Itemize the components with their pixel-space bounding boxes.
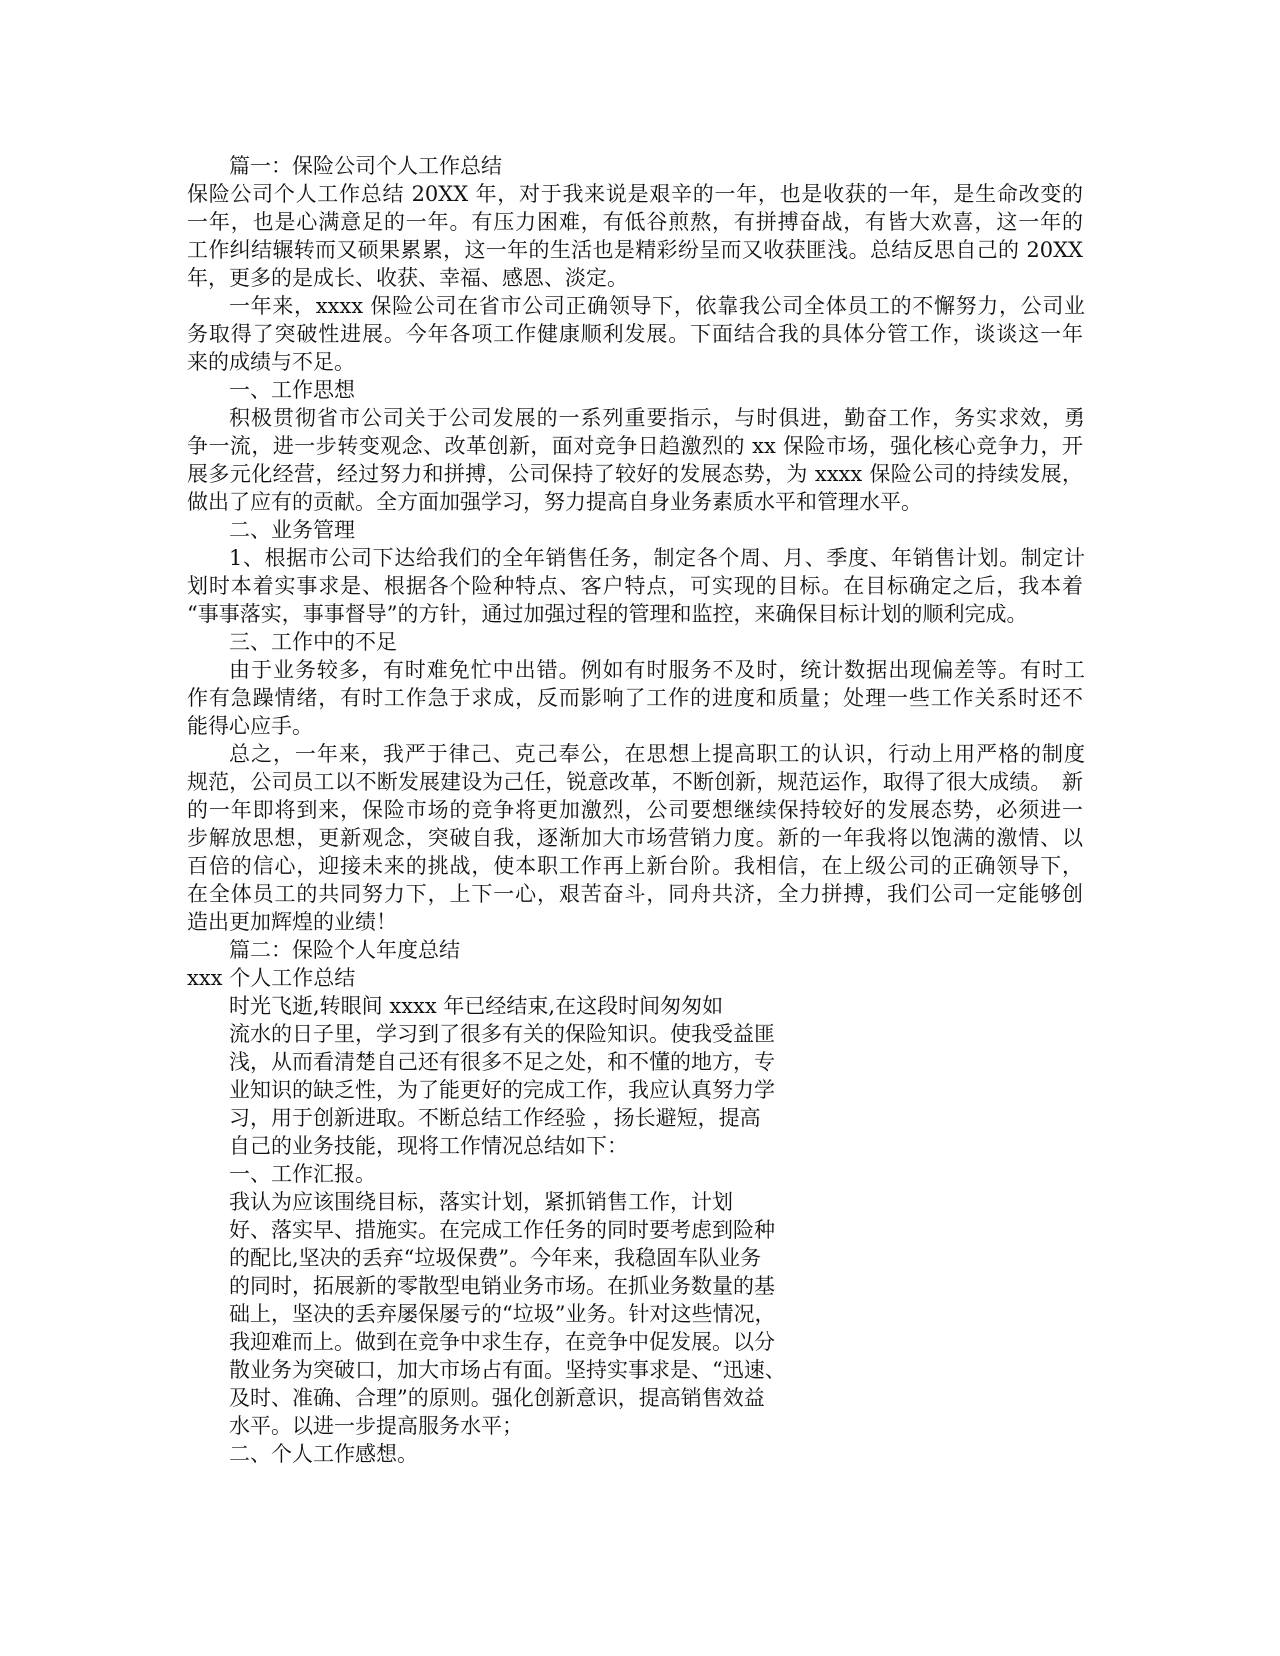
paragraph-line: 浅，从而看清楚自己还有很多不足之处，和不懂的地方，专 — [229, 1050, 775, 1074]
paragraph-line: 规范，公司员工以不断发展建设为己任，锐意改革，不断创新，规范运作，取得了很大成绩。 新 — [187, 770, 1083, 794]
part1-title: 篇一：保险公司个人工作总结 — [229, 154, 502, 178]
paragraph-line: 造出更加辉煌的业绩！ — [187, 910, 397, 934]
paragraph-line: 流水的日子里，学习到了很多有关的保险知识。使我受益匪 — [229, 1022, 775, 1046]
part2-title: 篇二：保险个人年度总结 — [229, 938, 460, 962]
paragraph-line: 划时本着实事求是、根据各个险种特点、客户特点，可实现的目标。在目标确定之后，我本着 — [187, 574, 1083, 598]
paragraph-line: 保险公司个人工作总结 20XX 年，对于我来说是艰辛的一年，也是收获的一年，是生命改变的 — [187, 182, 1083, 206]
paragraph-line: 作有急躁情绪，有时工作急于求成，反而影响了工作的进度和质量；处理一些工作关系时还不 — [187, 686, 1083, 710]
paragraph-line: 总之，一年来，我严于律己、克己奉公，在思想上提高职工的认识，行动上用严格的制度 — [229, 742, 1085, 766]
paragraph-line: 的配比,坚决的丢弃“垃圾保费”。今年来，我稳固车队业务 — [229, 1246, 762, 1270]
paragraph-line: 我认为应该围绕目标，落实计划，紧抓销售工作，计划 — [229, 1190, 733, 1214]
paragraph-line: 好、落实早、措施实。在完成工作任务的同时要考虑到险种 — [229, 1218, 775, 1242]
paragraph-line: 年，更多的是成长、收获、幸福、感恩、淡定。 — [187, 266, 628, 290]
paragraph-line: 在全体员工的共同努力下，上下一心，艰苦奋斗，同舟共济，全力拼搏，我们公司一定能够创 — [187, 882, 1083, 906]
paragraph-line: 础上，坚决的丢弃屡保屡亏的“垃圾”业务。针对这些情况， — [229, 1302, 776, 1326]
paragraph-line: 时光飞逝,转眼间 xxxx 年已经结束,在这段时间匆匆如 — [229, 994, 724, 1018]
paragraph-line: 来的成绩与不足。 — [187, 350, 355, 374]
paragraph-line: 业知识的缺乏性，为了能更好的完成工作，我应认真努力学 — [229, 1078, 775, 1102]
paragraph-line: 由于业务较多，有时难免忙中出错。例如有时服务不及时，统计数据出现偏差等。有时工 — [229, 658, 1085, 682]
paragraph-line: 百倍的信心，迎接未来的挑战，使本职工作再上新台阶。我相信，在上级公司的正确领导下， — [187, 854, 1083, 878]
paragraph-line: 务取得了突破性进展。今年各项工作健康顺利发展。下面结合我的具体分管工作，谈谈这一年 — [187, 322, 1083, 346]
paragraph-line: 一年，也是心满意足的一年。有压力困难，有低谷煎熬，有拼搏奋战，有皆大欢喜，这一年的 — [187, 210, 1083, 234]
paragraph-line: 水平。以进一步提高服务水平； — [229, 1414, 523, 1438]
paragraph-line: 步解放思想，更新观念，突破自我，逐渐加大市场营销力度。新的一年我将以饱满的激情、以 — [187, 826, 1083, 850]
section-heading: 一、工作思想 — [229, 378, 355, 402]
paragraph-line: 争一流，进一步转变观念、改革创新，面对竞争日趋激烈的 xx 保险市场，强化核心竞争力，开 — [187, 434, 1083, 458]
paragraph-line: 工作纠结辗转而又硕果累累，这一年的生活也是精彩纷呈而又收获匪浅。总结反思自己的 20XX — [187, 238, 1083, 262]
section-heading: 一、工作汇报。 — [229, 1162, 376, 1186]
paragraph-line: 做出了应有的贡献。全方面加强学习，努力提高自身业务素质水平和管理水平。 — [187, 490, 922, 514]
paragraph-line: 我迎难而上。做到在竞争中求生存，在竞争中促发展。以分 — [229, 1330, 775, 1354]
section-heading: 三、工作中的不足 — [229, 630, 397, 654]
paragraph-line: 一年来，xxxx 保险公司在省市公司正确领导下，依靠我公司全体员工的不懈努力，公司业 — [229, 294, 1085, 318]
paragraph-line: 及时、准确、合理”的原则。强化创新意识，提高销售效益 — [229, 1386, 765, 1410]
paragraph-line: 的一年即将到来，保险市场的竞争将更加激烈，公司要想继续保持较好的发展态势，必须进一 — [187, 798, 1083, 822]
paragraph-line: 积极贯彻省市公司关于公司发展的一系列重要指示，与时俱进，勤奋工作，务实求效，勇 — [229, 406, 1085, 430]
paragraph-line: “事事落实，事事督导”的方针，通过加强过程的管理和监控，来确保目标计划的顺利完成。 — [187, 602, 1028, 626]
part2-subtitle: xxx 个人工作总结 — [187, 966, 356, 990]
paragraph-line: 展多元化经营，经过努力和拼搏，公司保持了较好的发展态势，为 xxxx 保险公司的持续发展， — [187, 462, 1083, 486]
paragraph-line: 习，用于创新进取。不断总结工作经验 ，扬长避短，提高 — [229, 1106, 761, 1130]
paragraph-line: 1、根据市公司下达给我们的全年销售任务，制定各个周、月、季度、年销售计划。制定计 — [229, 546, 1085, 570]
paragraph-line: 散业务为突破口，加大市场占有面。坚持实事求是、“迅速、 — [229, 1358, 786, 1382]
paragraph-line: 自己的业务技能，现将工作情况总结如下： — [229, 1134, 628, 1158]
paragraph-line: 能得心应手。 — [187, 714, 313, 738]
paragraph-line: 的同时，拓展新的零散型电销业务市场。在抓业务数量的基 — [229, 1274, 775, 1298]
section-heading: 二、业务管理 — [229, 518, 355, 542]
section-heading: 二、个人工作感想。 — [229, 1442, 418, 1466]
